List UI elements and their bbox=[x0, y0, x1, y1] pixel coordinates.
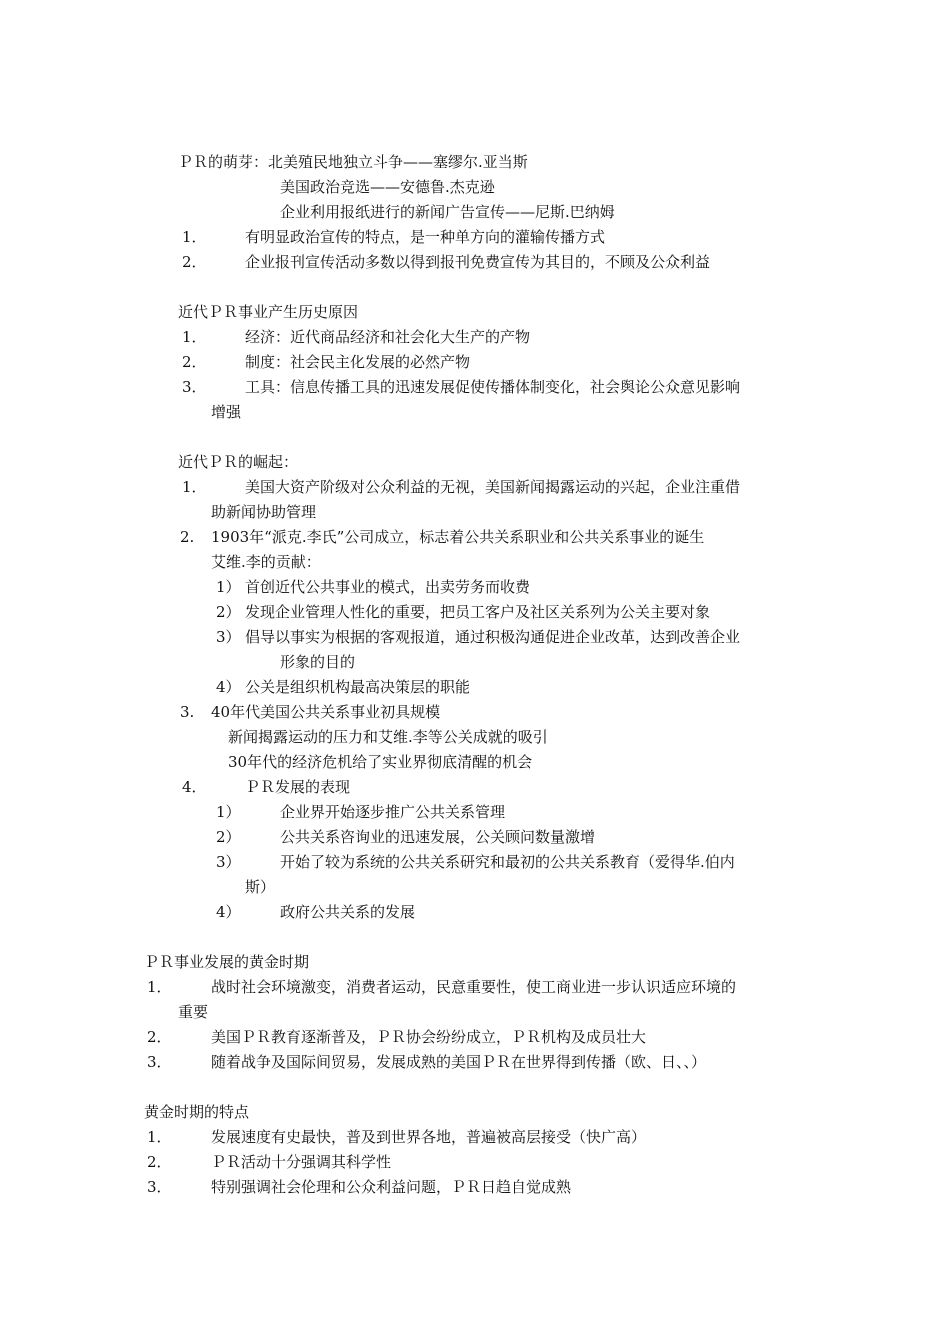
sub-list-number: 1） bbox=[216, 578, 241, 596]
sub-list-number: 3） bbox=[216, 853, 241, 871]
sub-list-item: 公共关系咨询业的迅速发展，公关顾问数量激增 bbox=[280, 828, 596, 846]
list-item: 有明显政治宣传的特点，是一种单方向的灌输传播方式 bbox=[245, 228, 606, 246]
list-number: 3. bbox=[180, 703, 195, 721]
list-number: 1． bbox=[147, 1128, 172, 1146]
list-item: 工具：信息传播工具的迅速发展促使传播体制变化，社会舆论公众意见影响 bbox=[245, 378, 741, 396]
sub-list-item: 公关是组织机构最高决策层的职能 bbox=[245, 678, 471, 696]
list-item-continuation: 增强 bbox=[211, 403, 242, 421]
list-number: 1． bbox=[147, 978, 172, 996]
section-2-title: 近代ＰＲ事业产生历史原因 bbox=[178, 303, 359, 321]
sub-list-number: 4） bbox=[216, 678, 241, 696]
list-item: 美国大资产阶级对公众利益的无视，美国新闻揭露运动的兴起，企业注重借 bbox=[245, 478, 741, 496]
list-number: 2． bbox=[147, 1028, 172, 1046]
list-item: 美国ＰＲ教育逐渐普及，ＰＲ协会纷纷成立，ＰＲ机构及成员壮大 bbox=[211, 1028, 647, 1046]
list-number: 3． bbox=[147, 1178, 172, 1196]
section-3-title: 近代ＰＲ的崛起： bbox=[178, 453, 299, 471]
list-number: 1． bbox=[182, 478, 207, 496]
sub-list-number: 2） bbox=[216, 603, 241, 621]
list-number: 3． bbox=[147, 1053, 172, 1071]
list-item-detail: 新闻揭露运动的压力和艾维.李等公关成就的吸引 bbox=[228, 728, 548, 746]
list-number: 2． bbox=[147, 1153, 172, 1171]
section-5-title: 黄金时期的特点 bbox=[144, 1103, 250, 1121]
sub-list-item: 政府公共关系的发展 bbox=[280, 903, 416, 921]
section-1-line-2: 美国政治竞选——安德鲁.杰克逊 bbox=[280, 178, 495, 196]
section-4-title: ＰＲ事业发展的黄金时期 bbox=[144, 953, 310, 971]
list-item: 发展速度有史最快，普及到世界各地，普遍被高层接受（快广高） bbox=[211, 1128, 647, 1146]
list-number: 2. bbox=[180, 528, 195, 546]
ivy-lee-heading: 艾维.李的贡献： bbox=[211, 553, 321, 571]
list-number: 2． bbox=[182, 353, 207, 371]
list-item: ＰＲ发展的表现 bbox=[245, 778, 351, 796]
list-item: 特别强调社会伦理和公众利益问题，ＰＲ日趋自觉成熟 bbox=[211, 1178, 572, 1196]
list-item: 40年代美国公共关系事业初具规模 bbox=[211, 703, 441, 721]
list-item: 企业报刊宣传活动多数以得到报刊免费宣传为其目的，不顾及公众利益 bbox=[245, 253, 711, 271]
list-number: 1． bbox=[182, 228, 207, 246]
sub-list-number: 3） bbox=[216, 628, 241, 646]
list-number: 1． bbox=[182, 328, 207, 346]
list-item: 随着战争及国际间贸易，发展成熟的美国ＰＲ在世界得到传播（欧、日、、） bbox=[211, 1053, 707, 1071]
sub-list-number: 1） bbox=[216, 803, 241, 821]
sub-list-item: 倡导以事实为根据的客观报道，通过积极沟通促进企业改革，达到改善企业 bbox=[245, 628, 741, 646]
list-number: 4． bbox=[182, 778, 207, 796]
sub-list-item: 开始了较为系统的公共关系研究和最初的公共关系教育（爱得华.伯内 bbox=[280, 853, 735, 871]
list-number: 3． bbox=[182, 378, 207, 396]
list-item: 经济：近代商品经济和社会化大生产的产物 bbox=[245, 328, 531, 346]
sub-list-item: 企业界开始逐步推广公共关系管理 bbox=[280, 803, 506, 821]
list-item-continuation: 重要 bbox=[178, 1003, 209, 1021]
list-item-continuation: 助新闻协助管理 bbox=[211, 503, 317, 521]
list-item-detail: 30年代的经济危机给了实业界彻底清醒的机会 bbox=[228, 753, 533, 771]
list-item: ＰＲ活动十分强调其科学性 bbox=[211, 1153, 392, 1171]
list-item: 制度：社会民主化发展的必然产物 bbox=[245, 353, 471, 371]
list-number: 2． bbox=[182, 253, 207, 271]
list-item: 战时社会环境激变，消费者运动，民意重要性，使工商业进一步认识适应环境的 bbox=[211, 978, 737, 996]
sub-list-item-continuation: 斯） bbox=[245, 878, 276, 896]
sub-list-item: 首创近代公共事业的模式，出卖劳务而收费 bbox=[245, 578, 531, 596]
sub-list-item: 发现企业管理人性化的重要，把员工客户及社区关系列为公关主要对象 bbox=[245, 603, 711, 621]
list-item: 1903年“派克.李氏”公司成立，标志着公共关系职业和公共关系事业的诞生 bbox=[211, 528, 705, 546]
sub-list-number: 4） bbox=[216, 903, 241, 921]
section-1-line-3: 企业利用报纸进行的新闻广告宣传——尼斯.巴纳姆 bbox=[280, 203, 615, 221]
sub-list-item-continuation: 形象的目的 bbox=[280, 653, 356, 671]
section-1-title: ＰＲ的萌芽：北美殖民地独立斗争——塞缪尔.亚当斯 bbox=[178, 153, 528, 171]
sub-list-number: 2） bbox=[216, 828, 241, 846]
